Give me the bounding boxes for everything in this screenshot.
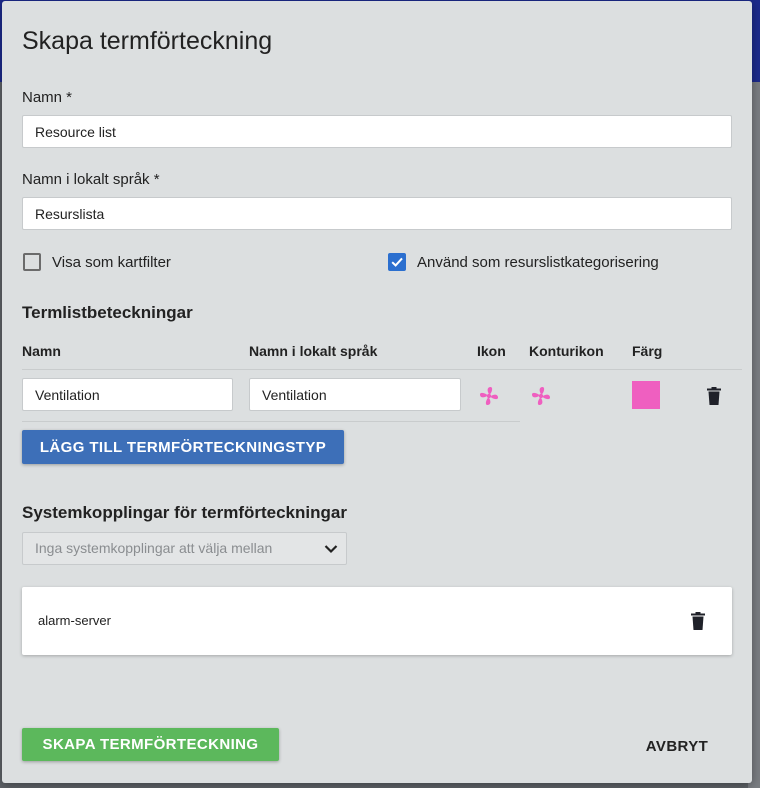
header-divider bbox=[22, 369, 742, 370]
system-connection-name: alarm-server bbox=[38, 613, 111, 628]
column-header-color: Färg bbox=[632, 343, 663, 359]
cancel-button[interactable]: AVBRYT bbox=[632, 734, 722, 758]
checkmark-icon bbox=[390, 255, 404, 269]
system-connections-heading: Systemkopplingar för termförteckningar bbox=[22, 503, 347, 522]
term-designations-heading: Termlistbeteckningar bbox=[22, 303, 193, 322]
add-term-type-button[interactable]: LÄGG TILL TERMFÖRTECKNINGSTYP bbox=[22, 430, 344, 464]
row-name-field[interactable] bbox=[22, 378, 233, 411]
dialog-title: Skapa termförteckning bbox=[22, 27, 273, 55]
name-label: Namn * bbox=[22, 89, 73, 106]
row-local-name-field[interactable] bbox=[249, 378, 461, 411]
map-filter-label: Visa som kartfilter bbox=[52, 254, 171, 271]
column-header-contour-icon: Konturikon bbox=[529, 343, 604, 359]
column-header-icon: Ikon bbox=[477, 343, 506, 359]
local-name-field[interactable] bbox=[22, 197, 732, 230]
system-connection-select[interactable] bbox=[22, 532, 347, 565]
row-divider bbox=[22, 421, 520, 422]
resource-category-label: Använd som resurslistkategorisering bbox=[417, 254, 659, 271]
list-item bbox=[22, 587, 732, 655]
fan-contour-icon[interactable] bbox=[530, 385, 552, 407]
chevron-down-icon bbox=[324, 544, 338, 554]
trash-icon[interactable] bbox=[691, 612, 705, 630]
map-filter-checkbox[interactable] bbox=[23, 253, 41, 271]
column-header-local-name: Namn i lokalt språk bbox=[249, 343, 378, 359]
color-swatch[interactable] bbox=[632, 381, 660, 409]
select-placeholder: Inga systemkopplingar att välja mellan bbox=[35, 540, 273, 556]
name-field[interactable] bbox=[22, 115, 732, 148]
resource-category-checkbox[interactable] bbox=[388, 253, 406, 271]
create-term-list-button[interactable]: SKAPA TERMFÖRTECKNING bbox=[22, 728, 279, 761]
fan-icon[interactable] bbox=[478, 385, 500, 407]
local-name-label: Namn i lokalt språk * bbox=[22, 171, 160, 188]
column-header-name: Namn bbox=[22, 343, 61, 359]
trash-icon[interactable] bbox=[707, 387, 721, 405]
create-term-list-dialog bbox=[2, 1, 752, 783]
